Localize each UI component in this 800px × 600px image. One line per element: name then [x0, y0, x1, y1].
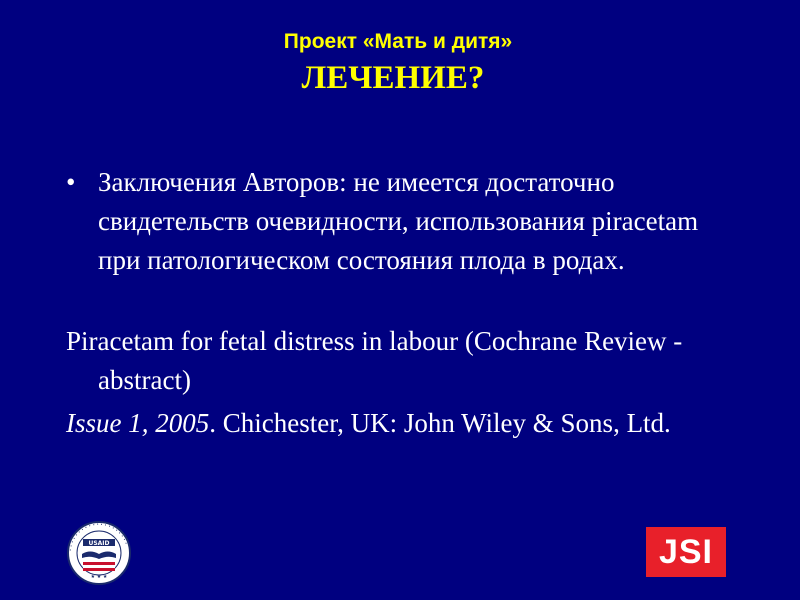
- issue-citation: [66, 404, 796, 443]
- issue-number: Issue 1, 2005: [66, 408, 210, 438]
- bullet-dot-icon: •: [66, 167, 76, 197]
- reference-line-2: abstract): [98, 365, 191, 395]
- usaid-seal-icon: [58, 520, 140, 586]
- svg-text:★ ★ ★: ★ ★ ★: [90, 574, 108, 580]
- svg-text:· · · · · · · · · · · · · · ·: · · · · · · · · · · · · · · · · · · · ·: [68, 521, 129, 552]
- bullet-item: [66, 163, 796, 280]
- issue-publisher: . Chichester, UK: John Wiley & Sons, Ltd.: [209, 408, 671, 438]
- bullet-text: [66, 163, 796, 280]
- reference-block: [66, 322, 796, 443]
- bullet-line-3: при патологическом состояния плода в родах.: [98, 245, 625, 275]
- bullet-line-1: Заключения Авторов: не имеется достаточно: [98, 167, 615, 197]
- jsi-logo: [646, 527, 726, 577]
- slide-title: ЛЕЧЕНИЕ?: [301, 60, 485, 96]
- bullet-line-2: свидетельств очевидности, использования piracetam: [98, 206, 699, 236]
- reference-line-1: Piracetam for fetal distress in labour (Cochrane Review -: [66, 326, 683, 356]
- usaid-label: USAID: [88, 540, 110, 547]
- project-title: Проект «Мать и дитя»: [283, 30, 513, 53]
- jsi-logo-text: JSI: [658, 533, 714, 571]
